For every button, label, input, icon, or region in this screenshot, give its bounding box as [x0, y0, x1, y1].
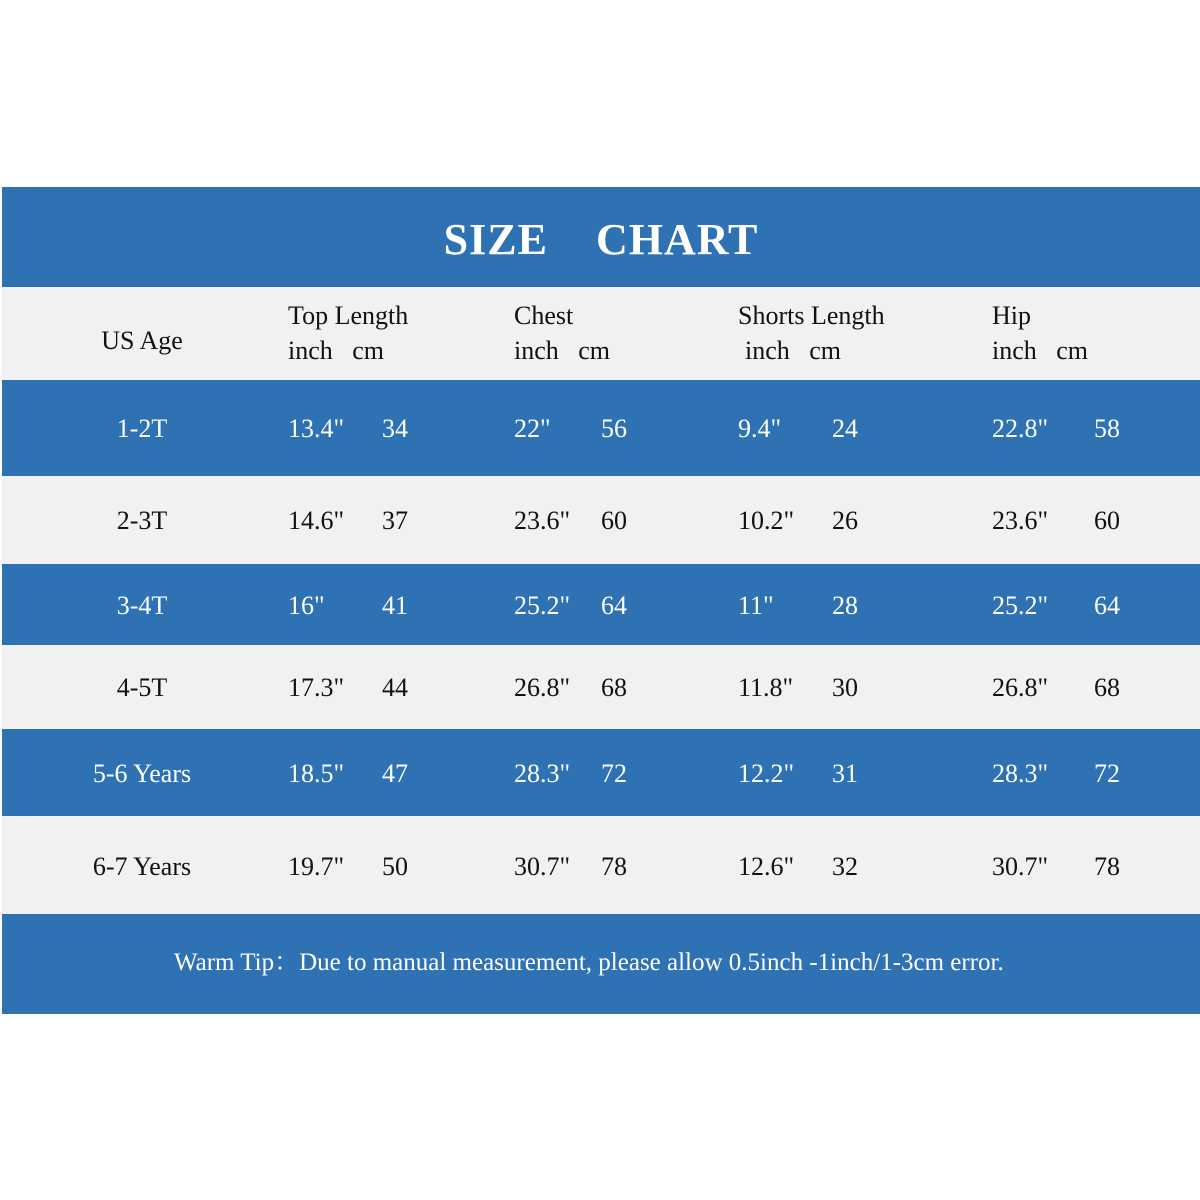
shorts-length-cm-cell: 28: [832, 591, 858, 620]
top-length-inch-cell: 13.4": [288, 414, 345, 443]
top-length-cm-cell: 37: [382, 506, 408, 535]
shorts-length-cm-cell: 24: [832, 414, 858, 443]
chest-cm-cell: 56: [601, 414, 627, 443]
size-chart: [2, 187, 1200, 1014]
chest-cm-cell: 64: [601, 591, 627, 620]
header-shorts-length: Shorts Length: [738, 301, 885, 330]
top-length-inch-cell: 19.7": [288, 852, 345, 881]
chest-cm-cell: 60: [601, 506, 627, 535]
age-cell: 4-5T: [116, 673, 168, 702]
shorts-length-cm-cell: 26: [832, 506, 858, 535]
top-length-inch-cell: 18.5": [288, 759, 345, 788]
chart-title: SIZE CHART: [443, 215, 759, 264]
age-cell: 3-4T: [116, 591, 168, 620]
table-row: [2, 380, 1200, 476]
top-length-cm-cell: 47: [382, 759, 408, 788]
hip-cm-cell: 78: [1094, 852, 1120, 881]
hip-cm-cell: 72: [1094, 759, 1120, 788]
header-us-age: US Age: [101, 326, 183, 355]
table-row: [2, 816, 1200, 914]
table-row: [2, 476, 1200, 564]
header-chest: Chest: [514, 301, 574, 330]
table-row: [2, 564, 1200, 645]
shorts-length-inch-cell: 11": [738, 591, 774, 620]
top-length-cm-cell: 34: [382, 414, 408, 443]
shorts-length-inch-cell: 12.2": [738, 759, 795, 788]
hip-inch-cell: 30.7": [992, 852, 1049, 881]
chest-cm-cell: 72: [601, 759, 627, 788]
age-cell: 1-2T: [116, 414, 168, 443]
top-length-cm-cell: 44: [382, 673, 408, 702]
shorts-length-inch-cell: 10.2": [738, 506, 795, 535]
hip-inch-cell: 25.2": [992, 591, 1049, 620]
warm-tip-note: Warm Tip：Due to manual measurement, please allow 0.5inch -1inch/1-3cm error.: [174, 949, 1004, 976]
hip-cm-cell: 68: [1094, 673, 1120, 702]
header-row: [2, 287, 1200, 380]
shorts-length-inch-cell: 12.6": [738, 852, 795, 881]
top-length-cm-cell: 50: [382, 852, 408, 881]
table-row: [2, 729, 1200, 816]
header-shorts-length-units: inch cm: [745, 336, 842, 365]
chest-cm-cell: 68: [601, 673, 627, 702]
hip-cm-cell: 60: [1094, 506, 1120, 535]
table-row: [2, 645, 1200, 729]
chest-inch-cell: 28.3": [514, 759, 571, 788]
age-cell: 2-3T: [116, 506, 168, 535]
age-cell: 6-7 Years: [92, 852, 192, 881]
header-top-length-units: inch cm: [288, 336, 385, 365]
header-chest-units: inch cm: [514, 336, 611, 365]
chest-inch-cell: 23.6": [514, 506, 571, 535]
chest-inch-cell: 30.7": [514, 852, 571, 881]
chest-inch-cell: 22": [514, 414, 551, 443]
top-length-inch-cell: 16": [288, 591, 325, 620]
shorts-length-inch-cell: 11.8": [738, 673, 794, 702]
shorts-length-cm-cell: 30: [832, 673, 858, 702]
hip-inch-cell: 22.8": [992, 414, 1049, 443]
footer-band: [2, 914, 1200, 1014]
top-length-cm-cell: 41: [382, 591, 408, 620]
chest-cm-cell: 78: [601, 852, 627, 881]
chest-inch-cell: 26.8": [514, 673, 571, 702]
header-hip-units: inch cm: [992, 336, 1089, 365]
hip-cm-cell: 58: [1094, 414, 1120, 443]
shorts-length-inch-cell: 9.4": [738, 414, 782, 443]
age-cell: 5-6 Years: [92, 759, 192, 788]
hip-inch-cell: 28.3": [992, 759, 1049, 788]
header-top-length: Top Length: [288, 301, 409, 330]
top-length-inch-cell: 17.3": [288, 673, 345, 702]
top-length-inch-cell: 14.6": [288, 506, 345, 535]
chest-inch-cell: 25.2": [514, 591, 571, 620]
shorts-length-cm-cell: 31: [832, 759, 858, 788]
hip-inch-cell: 23.6": [992, 506, 1049, 535]
shorts-length-cm-cell: 32: [832, 852, 858, 881]
title-band: [2, 187, 1200, 287]
header-hip: Hip: [992, 301, 1031, 330]
hip-inch-cell: 26.8": [992, 673, 1049, 702]
hip-cm-cell: 64: [1094, 591, 1120, 620]
